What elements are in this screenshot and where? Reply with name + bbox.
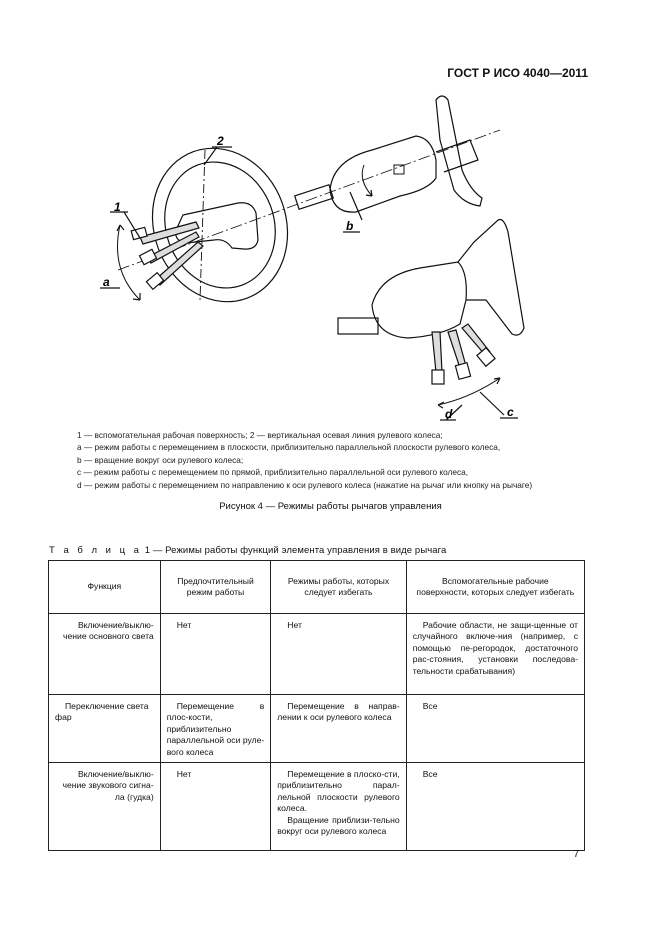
table-row xyxy=(49,614,585,695)
label-d: d xyxy=(445,407,453,421)
page-number: 7 xyxy=(573,849,579,860)
cell-surfaces: Рабочие области, не защи-щенные от случайного включе-ния (например, с помощью пе-регородок, достаточного рас-стояния, установки последова-тельности срабатывания) xyxy=(406,614,584,695)
header-surfaces: Вспомогательные рабочие поверхности, которых следует избегать xyxy=(406,561,584,614)
cell-avoid: Нет xyxy=(271,614,406,695)
figure-caption: Рисунок 4 — Режимы работы рычагов управления xyxy=(219,501,442,512)
legend-line: a — режим работы с перемещением в плоскости, приблизительно параллельной плоскости рулевого колеса, xyxy=(77,442,501,453)
cell-avoid: Перемещение в направ-лении к оси рулевого колеса xyxy=(271,695,406,763)
label-a: a xyxy=(103,275,110,289)
lever-diagram xyxy=(0,0,661,430)
cell-preferred: Перемещение в плос-кости, приблизительно параллельной оси руле-вого колеса xyxy=(160,695,271,763)
legend-line: d — режим работы с перемещением по направлению к оси рулевого колеса (нажатие на рычаг или кнопку на рычаге) xyxy=(77,479,533,490)
label-c: c xyxy=(507,405,514,419)
label-2: 2 xyxy=(217,134,224,148)
wheel-upper xyxy=(436,96,482,206)
header-avoid: Режимы работы, которых следует избегать xyxy=(271,561,406,614)
cell-surfaces: Все xyxy=(406,763,584,851)
table-row xyxy=(49,695,585,763)
cell-function: Переключение света фар xyxy=(49,695,161,763)
header-function: Функция xyxy=(49,561,161,614)
table-title xyxy=(49,545,446,556)
steering-wheel-rim xyxy=(131,129,308,321)
column-lower xyxy=(372,262,466,338)
cell-preferred: Нет xyxy=(160,763,271,851)
cell-avoid: Перемещение в плоско-сти, приблизительно парал-лельной плоскости рулевого колеса. xyxy=(277,769,400,814)
cell-function: Включение/выклю-чение звукового сигна-ла (гудка) xyxy=(49,763,161,851)
standard-id: ГОСТ Р ИСО 4040—2011 xyxy=(447,66,588,80)
table-title-prefix: Т а б л и ц а xyxy=(49,545,142,556)
label-b: b xyxy=(346,219,354,233)
cell-avoid: Вращение приблизи-тельно вокруг оси рулевого колеса xyxy=(277,814,400,837)
lever-modes-table xyxy=(48,560,585,851)
cell-preferred: Нет xyxy=(160,614,271,695)
column-upper xyxy=(330,136,436,212)
legend-line: 1 — вспомогательная рабочая поверхность; 2 — вертикальная осевая линия рулевого колеса; xyxy=(77,430,443,440)
table-header-row xyxy=(49,561,585,614)
legend-line: b — вращение вокруг оси рулевого колеса; xyxy=(77,454,244,465)
table-row xyxy=(49,763,585,851)
label-1: 1 xyxy=(114,200,121,214)
table-title-text: 1 — Режимы работы функций элемента управления в виде рычага xyxy=(144,545,447,556)
legend-line: c — режим работы с перемещением по прямой, приблизительно параллельной оси рулевого колеса, xyxy=(77,467,469,478)
cell-surfaces: Все xyxy=(406,695,584,763)
header-preferred: Предпочтительный режим работы xyxy=(160,561,271,614)
figure-legend xyxy=(77,429,587,491)
cell-function: Включение/выклю-чение основного света xyxy=(49,614,161,695)
